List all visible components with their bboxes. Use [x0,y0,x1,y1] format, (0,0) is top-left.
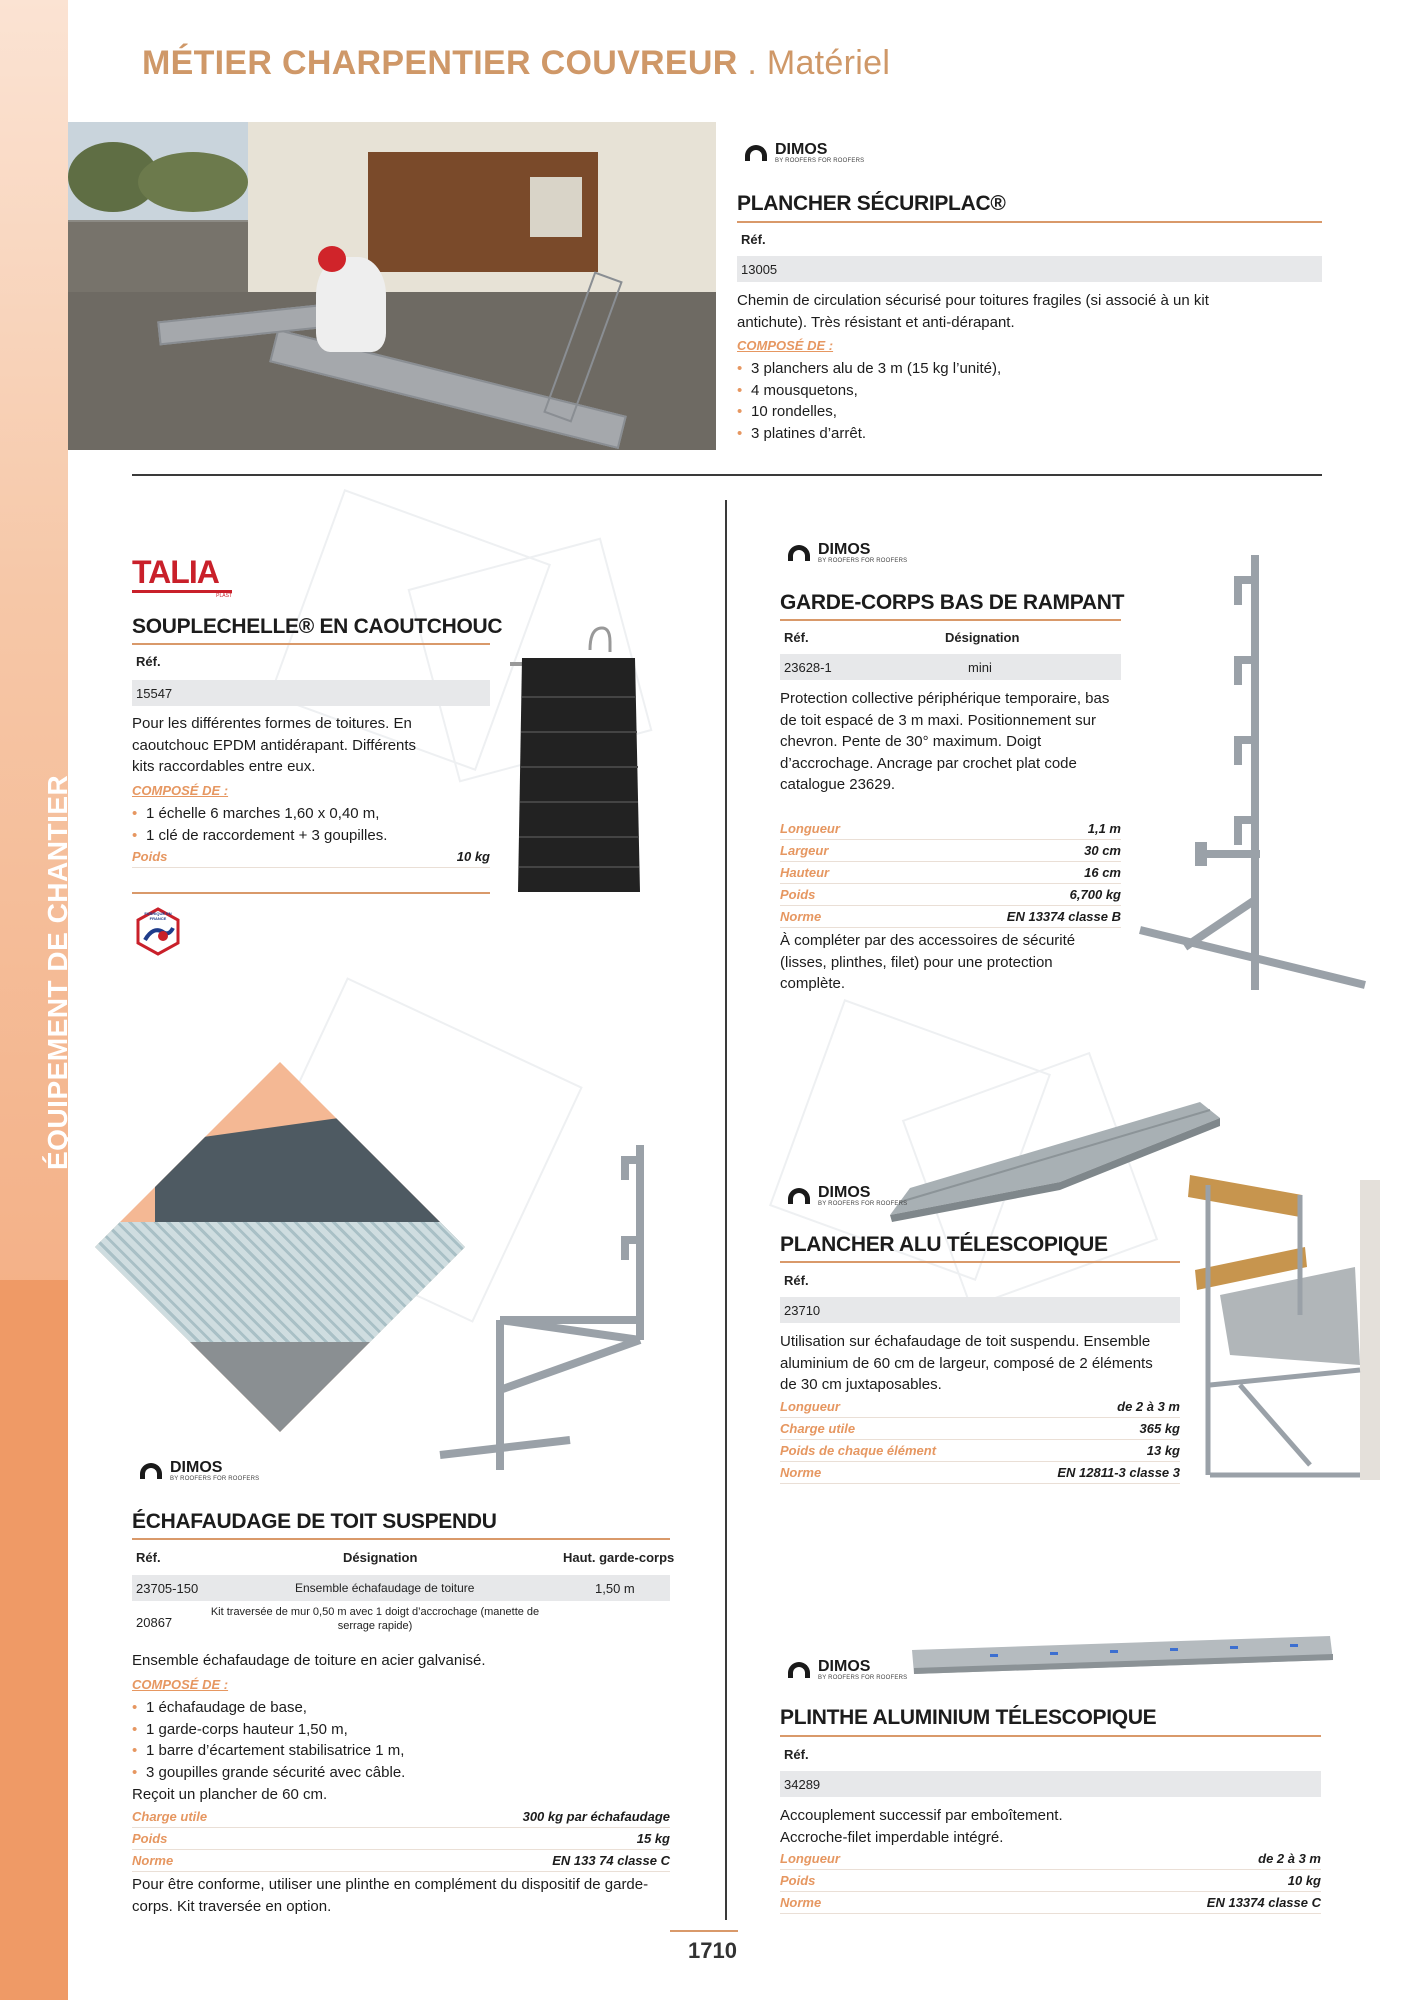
page-number-rule [670,1930,738,1932]
sidebar-section-label: ÉQUIPEMENT DE CHANTIER [42,774,73,1170]
plancher-alu-title: PLANCHER ALU TÉLESCOPIQUE [780,1233,1108,1256]
souplechelle-description: Pour les différentes formes de toitures. En caoutchouc EPDM antidérapant. Différents kits raccordables entre eux. [132,715,417,775]
ref-row [737,256,1322,282]
spec-row: Longueur de 2 à 3 m [780,1848,1321,1870]
spec-row: Hauteur 16 cm [780,862,1121,884]
garde-corps-title: GARDE-CORPS BAS DE RAMPANT [780,591,1125,614]
height-value: 1,50 m [595,1581,635,1596]
toe-board-image [910,1632,1335,1682]
list-item: • 3 platines d’arrêt. [737,423,1001,445]
safety-net [95,1222,465,1342]
ref-header: Réf. [136,654,161,669]
dimos-logo: DIMOS BY ROOFERS FOR ROOFERS [745,142,864,164]
securiplac-photo [68,122,716,450]
spec-row: Poids 15 kg [132,1828,670,1850]
list-item: • 1 clé de raccordement + 3 goupilles. [132,825,387,847]
title-underline [737,221,1322,223]
list-item: • 1 échelle 6 marches 1,60 x 0,40 m, [132,803,387,825]
dimos-logo: DIMOS BY ROOFERS FOR ROOFERS [140,1460,259,1482]
spec-row: Poids 6,700 kg [780,884,1121,906]
list-item: • 1 échafaudage de base, [132,1697,405,1719]
dimos-swoosh-icon [140,1463,162,1479]
dimos-logo: DIMOS BY ROOFERS FOR ROOFERS [788,542,907,564]
spec-row: Charge utile 365 kg [780,1418,1180,1440]
spec-value: 10 kg [456,849,490,864]
garde-corps-description: Protection collective périphérique temporaire, bas de toit espacé de 3 m maxi. Positionnement sur chevron. Pente de 30° maximum. Doigt d’accrochage. Ancrage par crochet plat code catalogue 23629. [780,690,1110,793]
securiplac-description: Chemin de circulation sécurisé pour toitures fragiles (si associé à un kit antichute). Très résistant et anti-dérapant. [737,292,1209,331]
designation-value: Ensemble échafaudage de toiture [295,1581,475,1595]
securiplac-components [737,358,1001,444]
title-underline [780,1261,1180,1263]
height-header: Haut. garde-corps [563,1550,675,1565]
made-in-france-badge [133,906,183,961]
ref-value: 23705-150 [136,1581,199,1596]
spec-row: Norme EN 13374 classe C [780,1892,1321,1914]
spec-row: Largeur 30 cm [780,840,1121,862]
spec-row: Longueur de 2 à 3 m [780,1396,1180,1418]
talia-logo: TALIA PLAST [132,554,232,599]
list-item: • 10 rondelles, [737,401,1001,423]
spec-row: Poids de chaque élément 13 kg [780,1440,1180,1462]
ref-header: Réf. [784,630,809,645]
list-item: • 3 goupilles grande sécurité avec câble. [132,1762,405,1784]
dimos-swoosh-icon [788,1188,810,1204]
sidebar-strip [0,0,73,2000]
souplechelle-title: SOUPLECHELLE® EN CAOUTCHOUC [132,615,503,638]
echafaudage-note: Pour être conforme, utiliser une plinthe en complément du dispositif de garde-corps. Kit traversée en option. [132,1876,649,1915]
plinthe-description: Accouplement successif par emboîtement. Accroche-filet imperdable intégré. [780,1807,1063,1846]
title-underline [780,1735,1321,1737]
spec-row: Norme EN 13374 classe B [780,906,1121,928]
ref-row [780,1771,1321,1797]
spec-label: Poids [132,849,168,864]
spec-row: Longueur 1,1 m [780,818,1121,840]
composed-label: COMPOSÉ DE : [132,1677,229,1692]
composed-label: COMPOSÉ DE : [737,338,834,353]
list-item: • 4 mousquetons, [737,380,1001,402]
dimos-swoosh-icon [745,145,767,161]
spec-row [132,846,490,868]
ref-value: 13005 [741,262,778,277]
designation-value: mini [968,660,992,675]
section-divider [132,474,1322,476]
list-item: • 1 barre d’écartement stabilisatrice 1 m, [132,1740,405,1762]
ref-value: 23710 [784,1303,821,1318]
garde-corps-note: À compléter par des accessoires de sécurité (lisses, plinthes, filet) pour une protection complète. [780,932,1076,992]
ref-row [780,1297,1180,1323]
spec-row: Norme EN 12811-3 classe 3 [780,1462,1180,1484]
ref-header: Réf. [136,1550,161,1565]
dimos-logo: DIMOS BY ROOFERS FOR ROOFERS [788,1659,907,1681]
souplechelle-components [132,803,387,846]
title-underline [780,619,1121,621]
plancher-alu-description: Utilisation sur échafaudage de toit suspendu. Ensemble aluminium de 60 cm de largeur, composé de 2 éléments de 30 cm juxtaposables. [780,1333,1153,1393]
echafaudage-components [132,1697,405,1783]
ref-header: Réf. [784,1273,809,1288]
ref-header: Réf. [741,232,766,247]
sidebar-lower-band [0,1280,68,2000]
ref-header: Réf. [784,1747,809,1762]
list-item: • 3 planchers alu de 3 m (15 kg l’unité), [737,358,1001,380]
ref-value: 23628-1 [784,660,832,675]
securiplac-title: PLANCHER SÉCURIPLAC® [737,192,1006,215]
title-underline [132,643,490,645]
guardrail-image [1130,550,1370,1000]
dimos-swoosh-icon [788,1662,810,1678]
column-divider [725,500,727,1920]
page-title: MÉTIER CHARPENTIER COUVREUR . Matériel [142,44,891,82]
composed-label: COMPOSÉ DE : [132,783,229,798]
echafaudage-extra: Reçoit un plancher de 60 cm. [132,1786,328,1803]
rubber-ladder-image [510,622,640,902]
echafaudage-description: Ensemble échafaudage de toiture en acier galvanisé. [132,1652,486,1669]
dimos-logo: DIMOS BY ROOFERS FOR ROOFERS [788,1185,907,1207]
spec-row: Poids 10 kg [780,1870,1321,1892]
title-underline [132,1538,670,1540]
echafaudage-title: ÉCHAFAUDAGE DE TOIT SUSPENDU [132,1510,497,1533]
designation-header: Désignation [945,630,1020,645]
ref-value: 15547 [136,686,173,701]
list-item: • 1 garde-corps hauteur 1,50 m, [132,1719,405,1741]
mounted-platform-image [1150,1175,1380,1495]
spec-underline [132,892,490,894]
spec-row: Charge utile 300 kg par échafaudage [132,1806,670,1828]
roof-scaffold-image [430,1140,670,1490]
worker-helmet [318,246,346,272]
ref-value: 34289 [784,1777,821,1792]
ref-value: 20867 [136,1615,173,1630]
designation-value: Kit traversée de mur 0,50 m avec 1 doigt d’accrochage (manette de serrage rapide) [210,1606,540,1632]
page-number: 1710 [688,1938,737,1963]
plinthe-title: PLINTHE ALUMINIUM TÉLESCOPIQUE [780,1706,1157,1729]
badge-text: FABRIQUÉ EN FRANCE [144,911,172,921]
dimos-swoosh-icon [788,545,810,561]
spec-row: Norme EN 133 74 classe C [132,1850,670,1872]
designation-header: Désignation [343,1550,418,1565]
ref-row [132,680,490,706]
